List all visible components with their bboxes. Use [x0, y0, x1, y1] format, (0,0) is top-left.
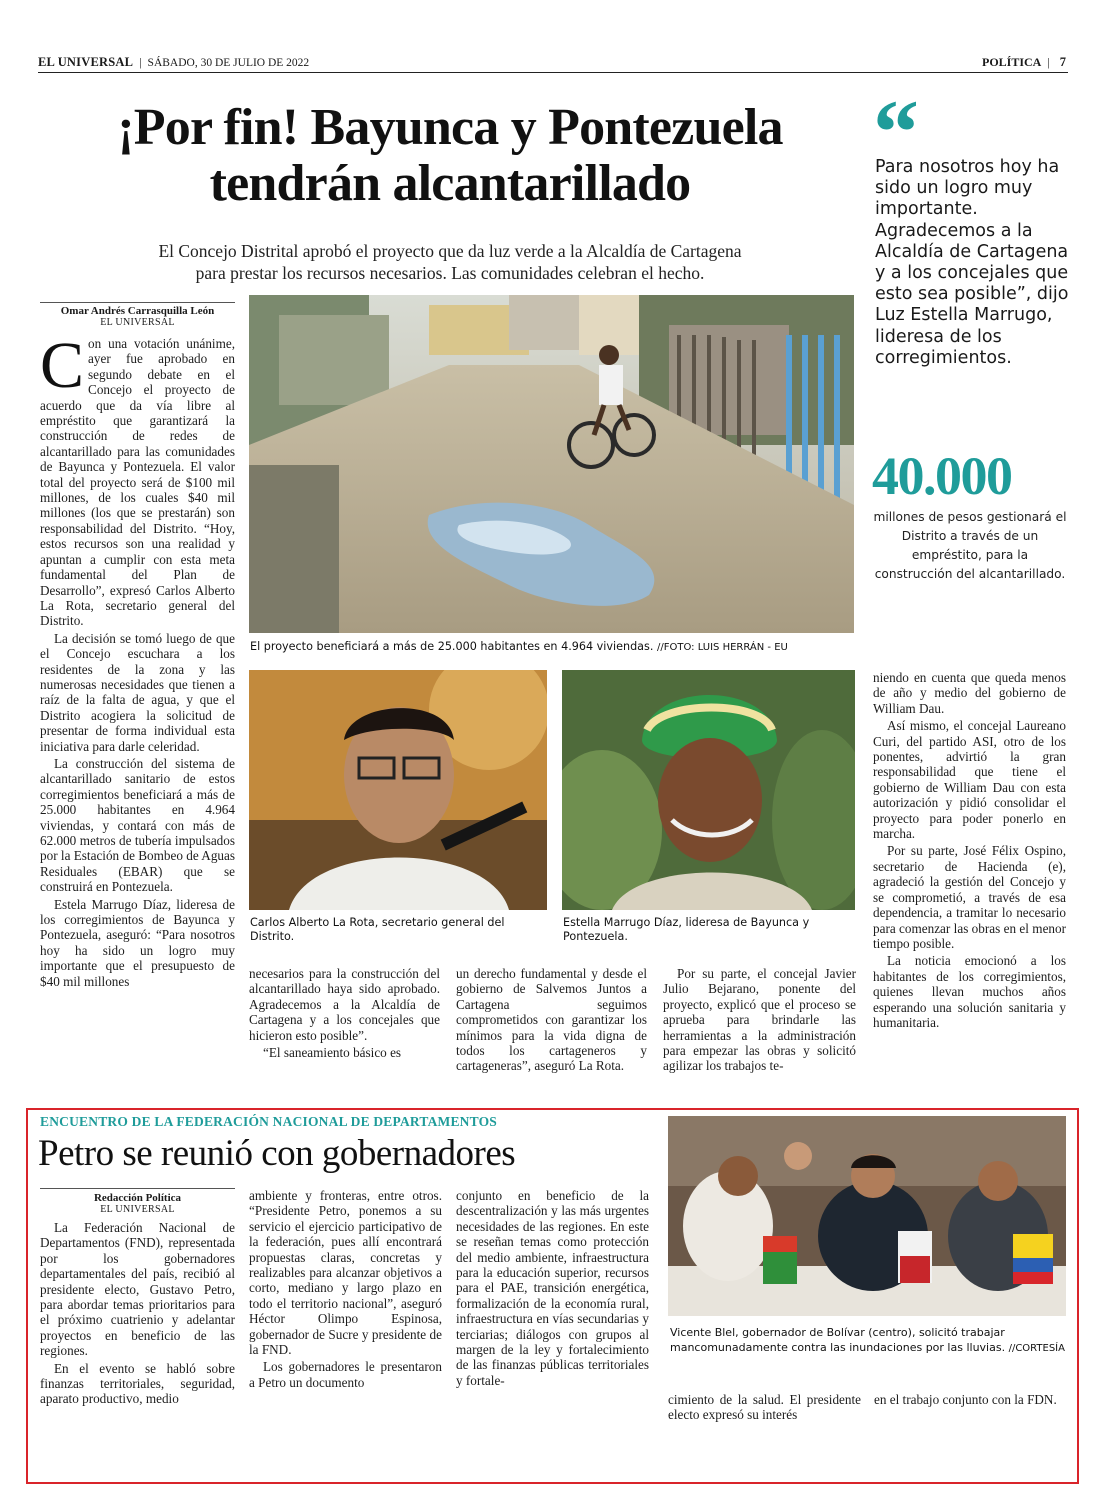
petro-col5-para-1: en el trabajo conjunto con la FDN.: [874, 1392, 1057, 1407]
main-col5-para-3: Por su parte, José Félix Ospino, secretario de Hacienda (e), agradeció la gestión del Concejo y se comprometió, a través de esa dependencia, a tramitar lo necesario para comenzar las obras en el menor tiempo posible.: [873, 843, 1066, 951]
petro-column-4: [668, 1392, 861, 1423]
main-col2-para-1: necesarios para la construcción del alcantarillado haya sido aprobado. Agradecemos a la Alcaldía de Cartagena y a los concejales que hicieron esto posible”.: [249, 966, 440, 1043]
petro-photo-credit: //CORTESÍA: [1008, 1342, 1065, 1354]
main-subtitle: [60, 240, 840, 284]
main-photo-credit: //FOTO: LUIS HERRÁN - EU: [657, 642, 788, 653]
main-photo-caption-text: El proyecto beneficiará a más de 25.000 habitantes en 4.964 viviendas.: [250, 640, 654, 653]
petro-col1-para-2: En el evento se habló sobre finanzas territoriales, seguridad, aparato productivo, medio: [40, 1360, 235, 1407]
petro-author: Redacción Política: [93, 1192, 182, 1204]
main-column-4: [663, 966, 856, 1074]
meeting-photo-illustration: [668, 1116, 1066, 1316]
main-photo-street: [249, 295, 854, 633]
petro-meeting-photo: [668, 1116, 1066, 1316]
main-col4-para-1: Por su parte, el concejal Javier Julio Bejarano, ponente del proyecto, explicó que el proceso se aprueba para brindarle las herramientas a la administración para empezar las obras y solicitó agilizar los trabajos te-: [663, 966, 856, 1074]
petro-col3-para-1: conjunto en beneficio de la descentralización y las más urgentes necesidades de las regiones. En este se reseñan temas como protección del medio ambiente, infraestructura para la educación superior, recursos para el PAE, transición energética, formalización de la economía rural, infraestructura en vías secundarias y terciarias; diálogos con grupos al margen de la ley y fortalecimiento de las finanzas públicas territoriales y fortale-: [456, 1188, 649, 1388]
main-col5-para-1: niendo en cuenta que queda menos de año y medio del gobierno de William Dau.: [873, 670, 1066, 716]
main-column-2: [249, 966, 440, 1060]
la-rota-portrait: [249, 670, 547, 910]
header-paper-name: EL UNIVERSAL: [38, 55, 134, 69]
petro-column-3: [456, 1188, 649, 1388]
page-header: EL UNIVERSAL | SÁBADO, 30 DE JULIO DE 2022 POLÍTICA | 7: [38, 55, 1066, 69]
main-headline: [40, 100, 860, 212]
main-photo-caption: [250, 640, 855, 655]
photo-marrugo: [562, 670, 855, 910]
drop-cap: C: [40, 329, 85, 402]
main-column-3: [456, 966, 647, 1074]
main-col5-para-2: Así mismo, el concejal Laureano Curi, del partido ASI, otro de los ponentes, advirtió la gran responsabilidad que tiene el gobierno de William Dau con esta autorización y pidió consolidar el proyecto para poder ponerlo en marcha.: [873, 718, 1066, 842]
street-photo-illustration: [249, 295, 854, 633]
petro-photo-caption-text: Vicente Blel, gobernador de Bolívar (centro), solicitó trabajar mancomunadamente contra las inundaciones por las lluvias.: [670, 1326, 1006, 1354]
petro-byline: [40, 1192, 235, 1215]
petro-kicker: ENCUENTRO DE LA FEDERACIÓN NACIONAL DE DEPARTAMENTOS: [40, 1114, 497, 1129]
petro-column-1: [40, 1220, 235, 1407]
headline-line-1: ¡Por fin! Bayunca y Pontezuela: [117, 99, 783, 156]
marrugo-portrait: [562, 670, 855, 910]
main-col1-para-2: La decisión se tomó luego de que el Concejo escuchara a los residentes de la zona y las numerosas necesidades que tienen a raíz de la falta de agua, y que el Distrito acogiera la solicitud de presentar de forma individual esta iniciativa para darle celeridad.: [40, 630, 235, 754]
main-outlet: EL UNIVERSAL: [100, 317, 175, 328]
header-rule: [38, 72, 1068, 73]
main-byline: [40, 305, 235, 328]
stat-number: 40.000: [872, 446, 1012, 506]
petro-col2-para-2: Los gobernadores le presentaron a Petro un documento: [249, 1359, 442, 1390]
headline-line-2: tendrán alcantarillado: [209, 155, 691, 212]
main-col3-para-1: un derecho fundamental y desde el gobierno de Salvemos Juntos a Cartagena seguimos comprometidos con garantizar los mínimos para la vida digna de todos los cartageneros y cartageneras”, aseguró La Rota.: [456, 966, 647, 1074]
petro-byline-rule: [40, 1188, 235, 1189]
pull-quote: Para nosotros hoy ha sido un logro muy importante. Agradecemos a la Alcaldía de Cartagena y a los concejales que esto sea posible”, dijo Luz Estella Marrugo, lideresa de los corregimientos.: [875, 157, 1069, 368]
stat-description: millones de pesos gestionará el Distrito a través de un empréstito, para la construcción del alcantarillado.: [873, 510, 1067, 581]
subtitle-line-2: para prestar los recursos necesarios. Las comunidades celebran el hecho.: [195, 263, 705, 283]
main-col1-para-3: La construcción del sistema de alcantarillado sanitario de estos corregimientos beneficiará a más de 25.000 habitantes en 4.964 viviendas, y contará con más de 62.000 metros de tubería impulsados por la Estación de Bombeo de Aguas Residuales (EBAR) que se construirá en Pontezuela.: [40, 755, 235, 895]
petro-col4-para-1: cimiento de la salud. El presidente electo expresó su interés: [668, 1392, 861, 1423]
main-col1-para-1: on una votación unánime, ayer fue aprobado en segundo debate en el Concejo el proyecto de acuerdo que da vía libre al empréstito que garantizará la construcción de redes de alcantarillado para las comunidades de Bayunca y Pontezuela. El valor total del proyecto será de $100 mil millones, de los cuales $40 mil millones (los que se prestarán) son responsabilidad del Distrito. “Hoy, estos recursos son una realidad y apuntan a cumplir con esta meta fundamental del Plan de Desarrollo”, expresó Carlos Alberto La Rota, secretario general del Distrito.: [40, 336, 235, 629]
main-col5-para-4: La noticia emocionó a los habitantes de los corregimientos, quienes llevan muchos años esperando una solución sanitaria y humanitaria.: [873, 953, 1066, 1030]
marrugo-caption: Estella Marrugo Díaz, lideresa de Bayunca y Pontezuela.: [563, 916, 810, 943]
header-date: SÁBADO, 30 DE JULIO DE 2022: [147, 57, 310, 69]
photo-la-rota: [249, 670, 547, 910]
main-column-5: [873, 670, 1066, 1030]
petro-col1-para-1: La Federación Nacional de Departamentos (FND), representada por los gobernadores departamentales del país, recibió al presidente electo, Gustavo Petro, para abordar temas prioritarios para el próximo cuatrienio y adelantar proyectos en beneficio de las regiones.: [40, 1220, 235, 1359]
petro-outlet: EL UNIVERSAL: [100, 1204, 175, 1215]
petro-photo-caption: [670, 1326, 1066, 1356]
petro-col2-para-1: ambiente y fronteras, entre otros. “Presidente Petro, ponemos a su servicio el ejercicio participativo de la federación, pues allí encontrará propuestas claras, concretas y realizables para alcanzar objetivos a corto, mediano y largo plazo en todo el territorio nacional”, aseguró Héctor Olimpo Espinosa, gobernador de Sucre y presidente de la FND.: [249, 1188, 442, 1358]
header-section: POLÍTICA: [982, 55, 1042, 69]
byline-rule: [40, 302, 235, 303]
petro-column-5: [874, 1392, 1067, 1407]
main-author: Omar Andrés Carrasquilla León: [60, 305, 215, 317]
main-column-1: [40, 329, 235, 989]
petro-column-2: [249, 1188, 442, 1390]
main-col2-para-2: “El saneamiento básico es: [263, 1045, 402, 1061]
main-col1-para-4: Estela Marrugo Díaz, lideresa de los corregimientos de Bayunca y Pontezuela, aseguró: “Para nosotros hoy ha sido un logro muy importante que el presupuesto de $40 mil millones: [40, 896, 235, 989]
la-rota-caption: Carlos Alberto La Rota, secretario general del Distrito.: [250, 916, 505, 943]
petro-headline: Petro se reunió con gobernadores: [38, 1133, 516, 1174]
quote-mark: “: [873, 81, 919, 183]
header-page-number: 7: [1059, 55, 1066, 69]
subtitle-line-1: El Concejo Distrital aprobó el proyecto que da luz verde a la Alcaldía de Cartagena: [158, 241, 742, 261]
